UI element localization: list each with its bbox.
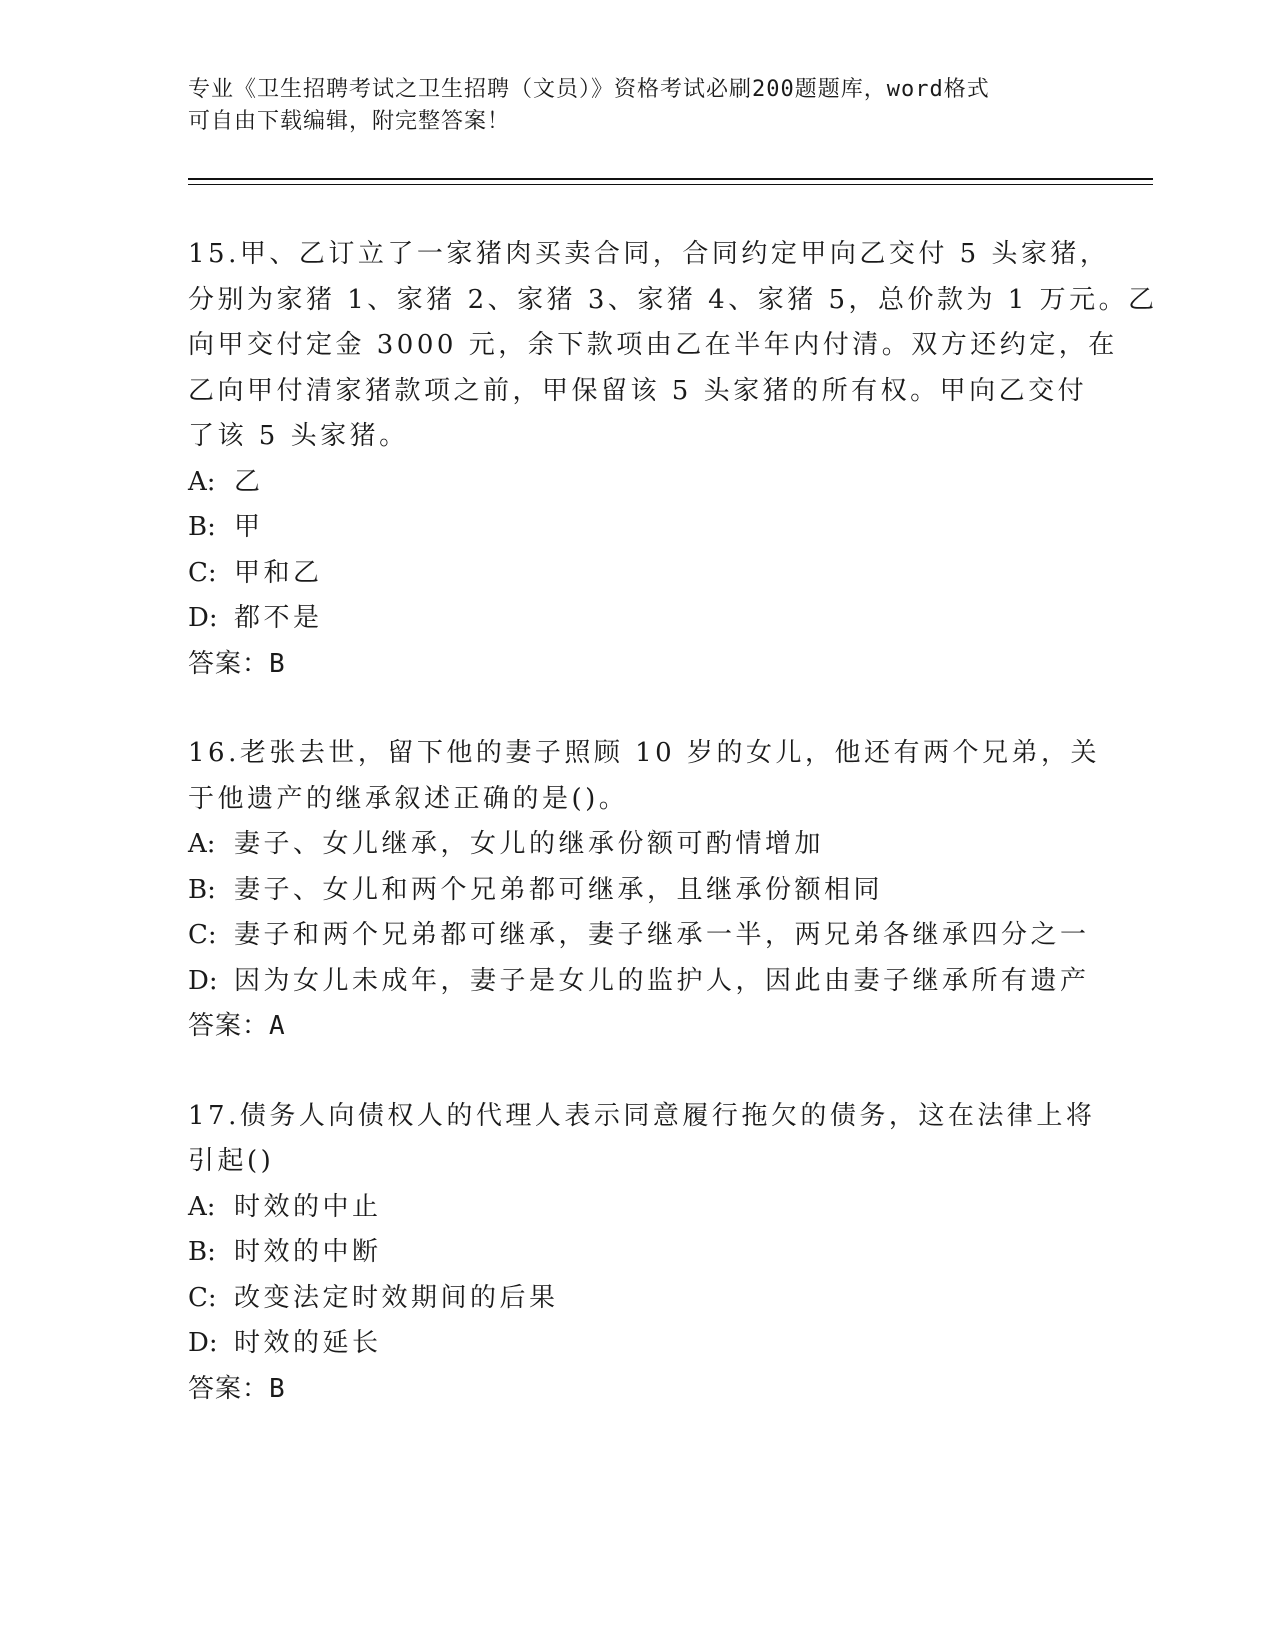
option-label: D: <box>188 603 218 633</box>
question-text-line: 16.老张去世，留下他的妻子照顾 10 岁的女儿，他还有两个兄弟，关 <box>188 738 1100 768</box>
question-text-line: 了该 5 头家猪。 <box>188 421 409 451</box>
header-divider-thin <box>188 184 1153 185</box>
question-text-line: 引起() <box>188 1146 275 1176</box>
option-text: 改变法定时效期间的后果 <box>234 1282 559 1313</box>
option-label: B: <box>188 512 216 542</box>
option-b <box>188 868 1088 914</box>
document-header <box>188 74 1088 138</box>
header-line-1: 专业《卫生招聘考试之卫生招聘（文员）》资格考试必刷200题题库，word格式 <box>188 77 990 102</box>
header-divider-thick <box>188 178 1153 180</box>
option-label: A: <box>188 1191 216 1222</box>
question-text-line: 向甲交付定金 3000 元，余下款项由乙在半年内付清。双方还约定，在 <box>188 330 1118 360</box>
option-text: 妻子、女儿和两个兄弟都可继承，且继承份额相同 <box>234 874 884 905</box>
option-a <box>188 822 1088 868</box>
option-label: C: <box>188 1282 217 1313</box>
option-text: 甲和乙 <box>234 557 323 588</box>
header-line-2: 可自由下载编辑，附完整答案！ <box>188 109 511 134</box>
option-text: 妻子、女儿继承，女儿的继承份额可酌情增加 <box>234 829 825 859</box>
question-text-line: 17.债务人向债权人的代理人表示同意履行拖欠的债务，这在法律上将 <box>188 1100 1096 1131</box>
option-text: 时效的延长 <box>234 1328 382 1358</box>
option-text: 乙 <box>234 466 264 497</box>
question-16 <box>188 731 1100 1050</box>
answer-line: 答案：A <box>188 1011 286 1041</box>
option-text: 妻子和两个兄弟都可继承，妻子继承一半，两兄弟各继承四分之一 <box>234 920 1090 950</box>
question-text-line: 分别为家猪 1、家猪 2、家猪 3、家猪 4、家猪 5，总价款为 1 万元。乙 <box>188 284 1158 315</box>
answer-line: 答案：B <box>188 1373 286 1404</box>
answer-line: 答案：B <box>188 648 286 679</box>
option-label: C: <box>188 920 217 950</box>
option-b <box>188 505 1088 551</box>
option-a <box>188 460 1088 506</box>
question-text-line: 于他遗产的继承叙述正确的是()。 <box>188 783 629 814</box>
option-b <box>188 1230 1088 1276</box>
option-c <box>188 1276 1088 1322</box>
option-d <box>188 1321 1088 1367</box>
question-text-line: 15.甲、乙订立了一家猪肉买卖合同，合同约定甲向乙交付 5 头家猪， <box>188 239 1110 269</box>
option-text: 因为女儿未成年，妻子是女儿的监护人，因此由妻子继承所有遗产 <box>234 965 1090 996</box>
question-text-line: 乙向甲付清家猪款项之前，甲保留该 5 头家猪的所有权。甲向乙交付 <box>188 375 1088 406</box>
option-text: 甲 <box>234 512 264 542</box>
option-text: 都不是 <box>234 603 323 633</box>
option-label: A: <box>188 466 216 497</box>
question-list <box>188 232 1158 1456</box>
option-text: 时效的中断 <box>234 1237 382 1267</box>
question-15 <box>188 232 1158 687</box>
option-label: C: <box>188 557 217 588</box>
option-text: 时效的中止 <box>234 1191 382 1222</box>
option-label: A: <box>188 829 216 859</box>
option-label: D: <box>188 965 218 996</box>
option-c <box>188 551 1088 597</box>
option-label: D: <box>188 1328 218 1358</box>
option-a <box>188 1185 1088 1231</box>
option-d <box>188 596 1088 642</box>
question-17 <box>188 1094 1096 1413</box>
option-c <box>188 913 1088 959</box>
option-label: B: <box>188 874 216 905</box>
option-label: B: <box>188 1237 216 1267</box>
option-d <box>188 959 1088 1005</box>
